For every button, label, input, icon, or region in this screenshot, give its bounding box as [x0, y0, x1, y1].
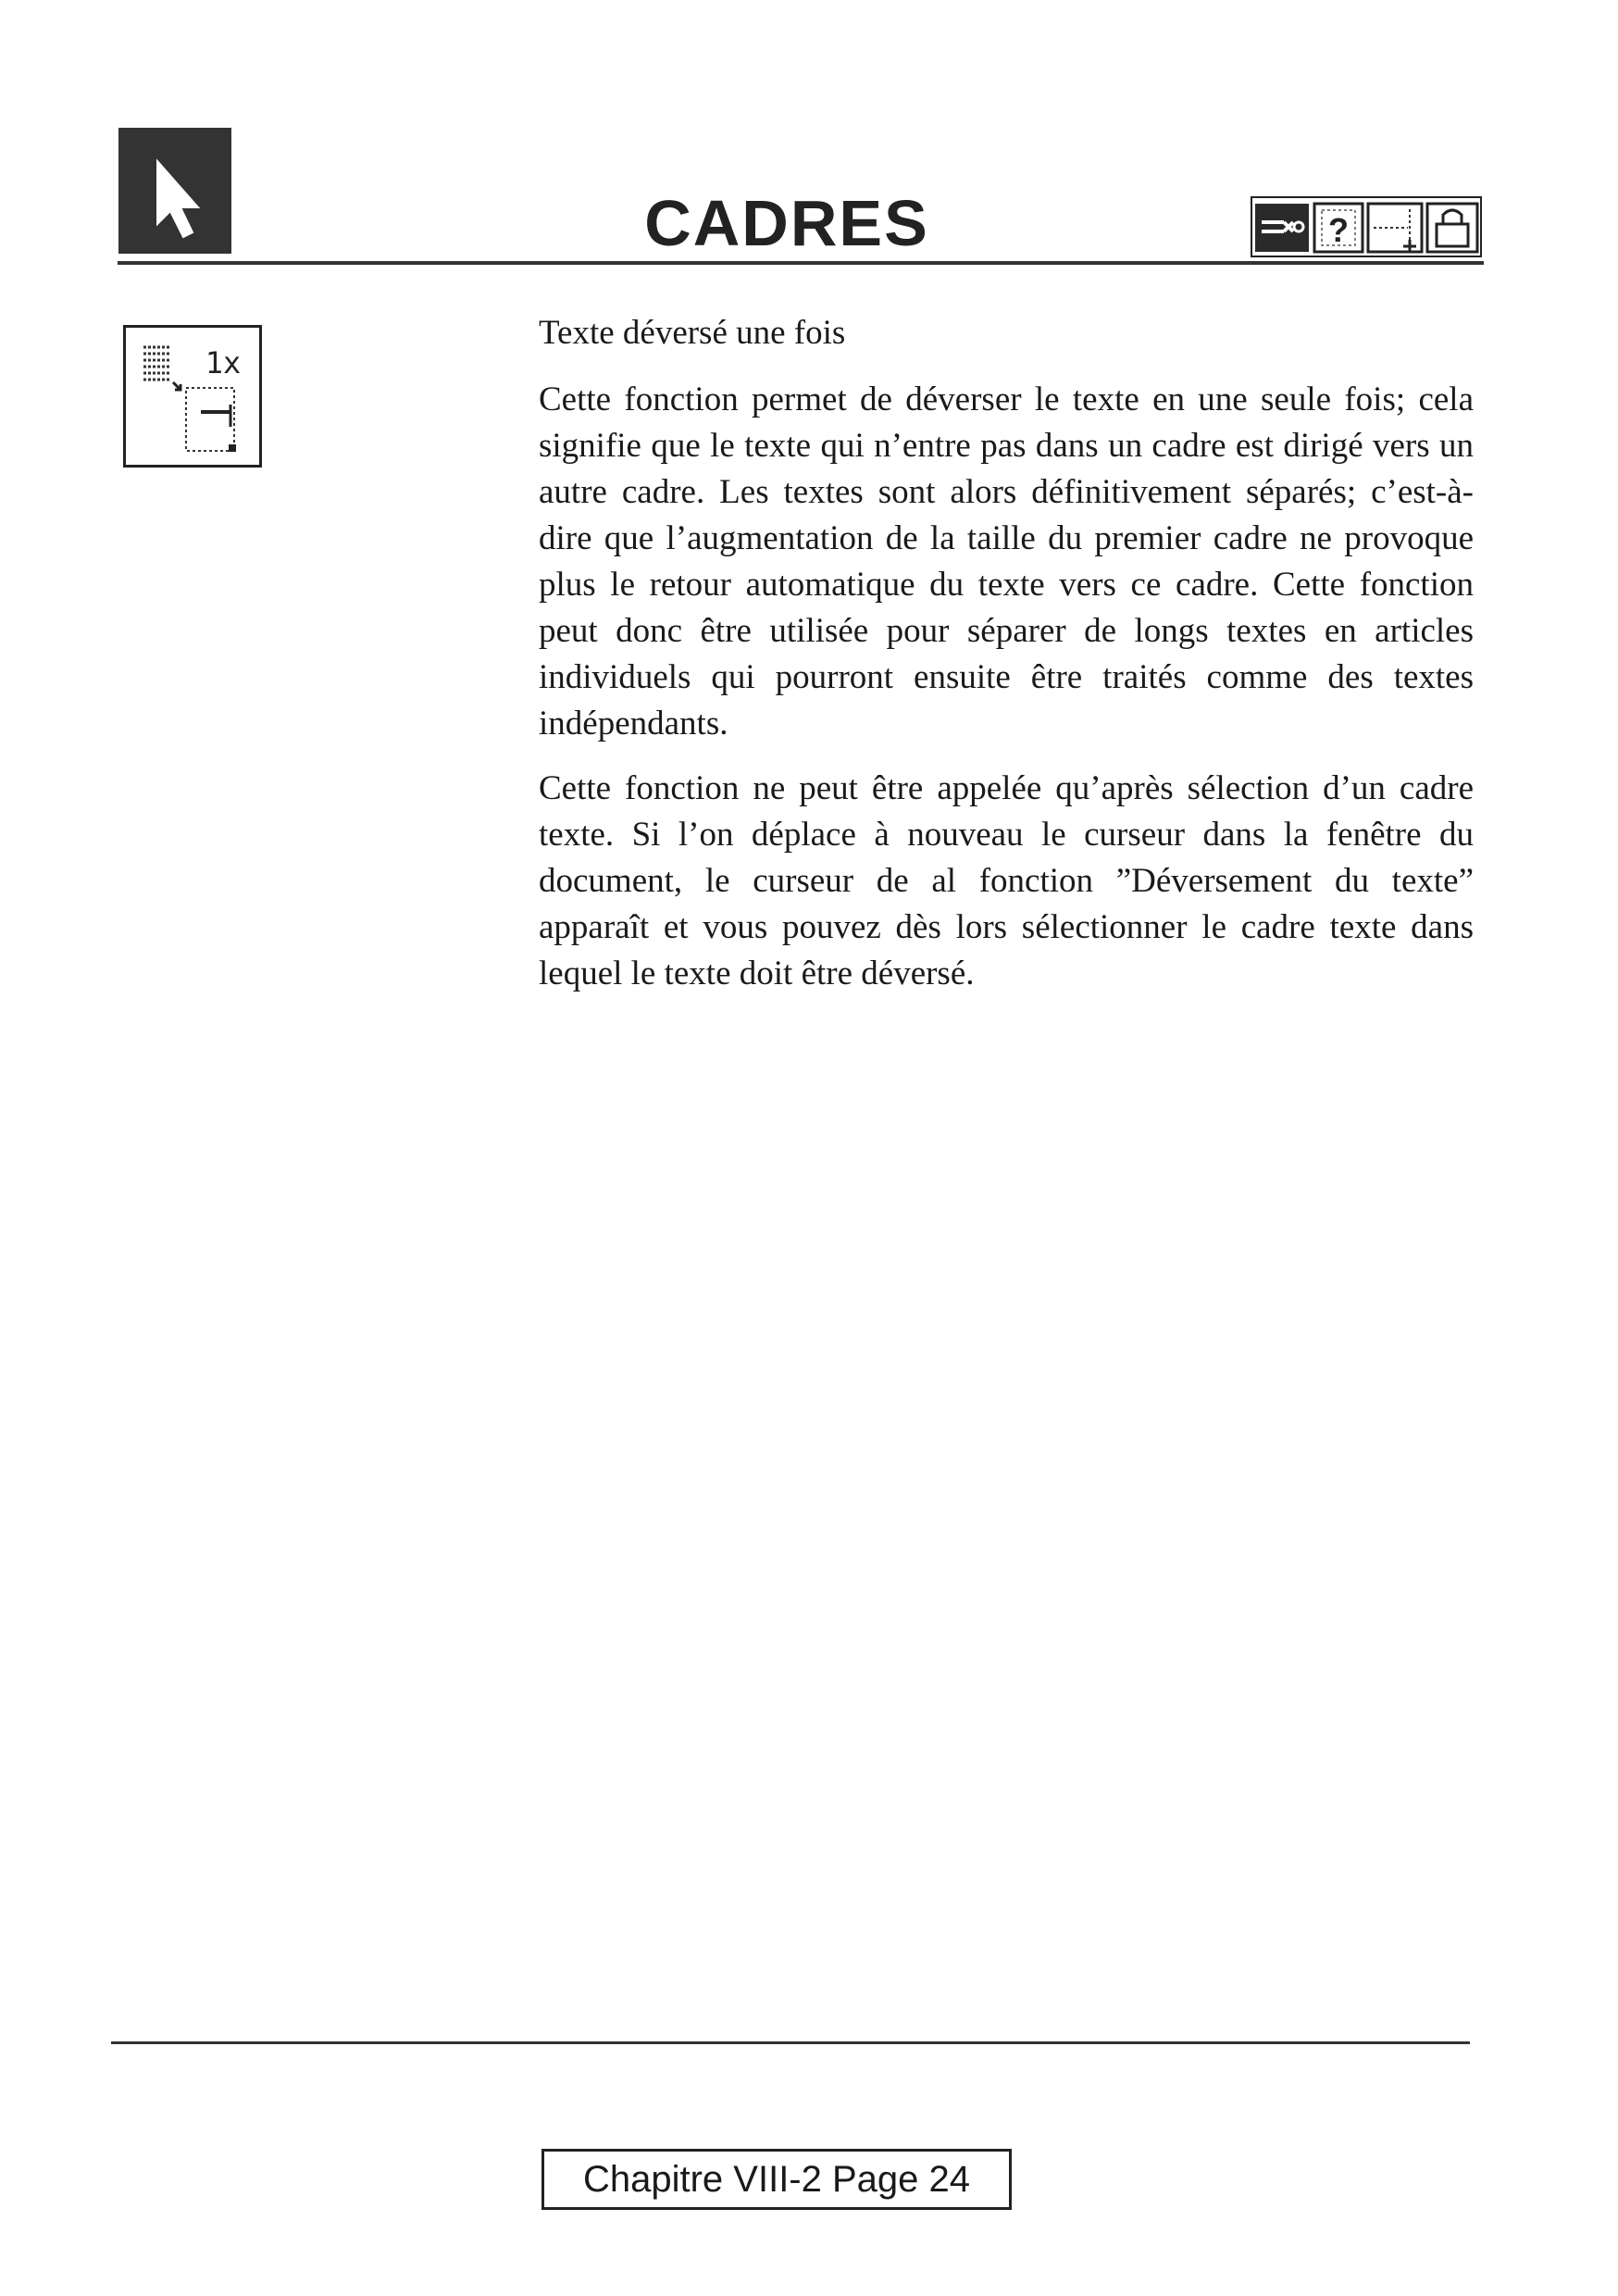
header-rule — [118, 261, 1484, 265]
paragraph: Cette fonction permet de déverser le texte en une seule fois; cela signifie que le texte qui n’entre pas dans un cadre est dirigé vers un autre cadre. Les textes sont alors définitivement séparés; c’est-à-dire que l’augmentation de la taille du premier cadre ne provoque plus le retour automatique du texte vers ce cadre. Cette fonction peut donc être utilisée pour séparer de longs textes en articles individuels qui pourront ensuite être traités comme des textes indépendants. — [539, 381, 1474, 742]
text-flow-icon — [1255, 204, 1309, 252]
flow-count-label: 1x — [205, 345, 242, 381]
page-number-label: Chapitre VIII-2 Page 24 — [541, 2149, 1012, 2210]
frame-link-icon — [1368, 204, 1422, 252]
text-flow-once-icon — [123, 325, 262, 468]
toolbar-icons — [1251, 196, 1482, 257]
section-content — [539, 310, 1474, 1016]
section-heading: Texte déversé une fois — [539, 314, 846, 352]
page-title: CADRES — [644, 187, 929, 259]
paragraph: Cette fonction ne peut être appelée qu’après sélection d’un cadre texte. Si l’on déplace à nouveau le curseur dans la fenêtre du document, le curseur de al fonction ”Déversement du texte” apparaît et vous pouvez dès lors sélectionner le cadre texte dans lequel le texte doit être déversé. — [539, 769, 1474, 992]
help-icon — [1314, 204, 1363, 252]
help-glyph: ? — [1328, 211, 1349, 249]
frame-lock-icon — [1427, 204, 1477, 252]
footer-rule — [111, 2041, 1470, 2044]
arrow-pointer-icon — [118, 128, 231, 254]
